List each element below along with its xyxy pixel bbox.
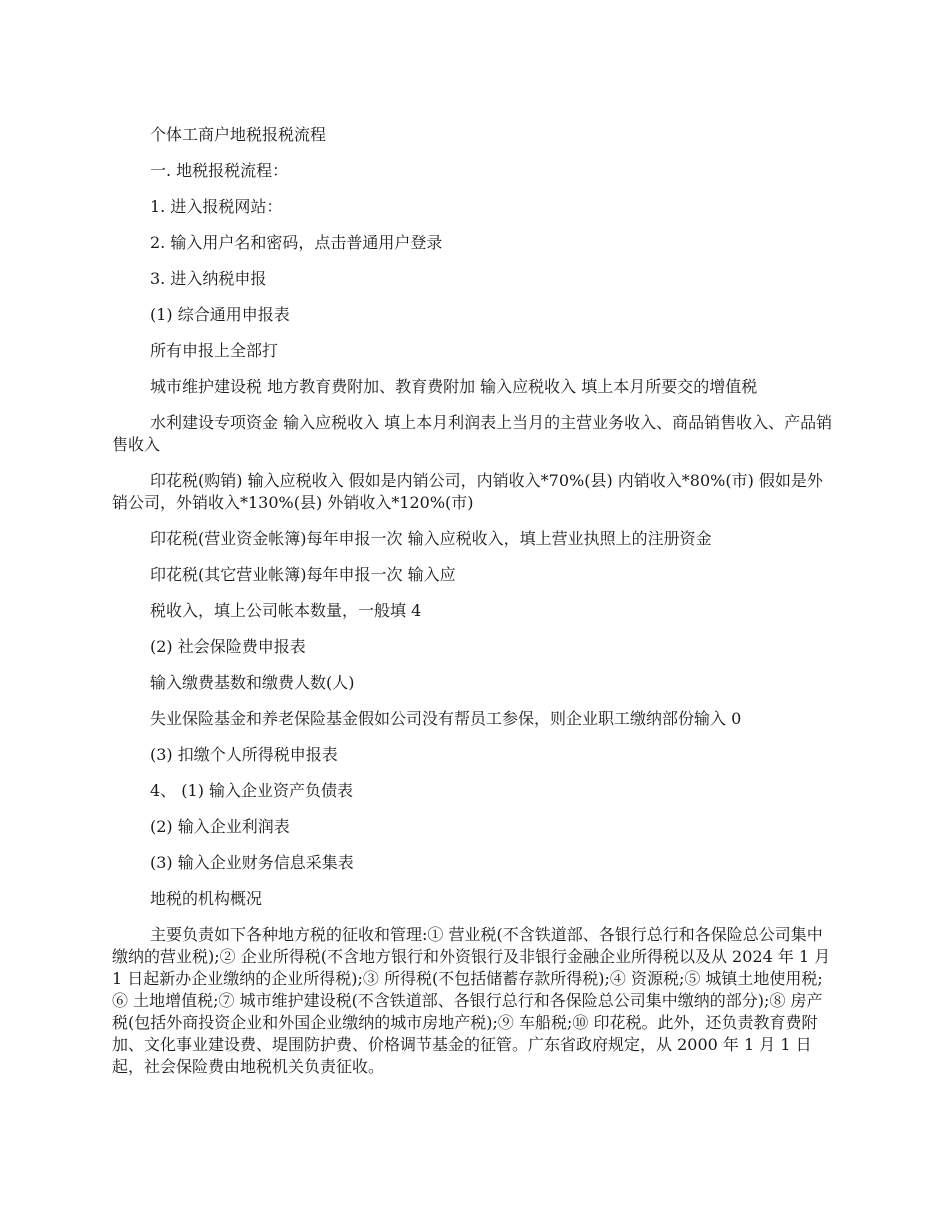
document-page [112,124,838,1092]
body-paragraph: 印花税(其它营业帐簿)每年申报一次 输入应 [150,565,456,584]
body-paragraph: 水利建设专项资金 输入应税收入 填上本月利润表上当月的主营业务收入、商品销售收入、产品销售收入 [112,413,833,454]
body-paragraph: 主要负责如下各种地方税的征收和管理:① 营业税(不含铁道部、各银行总行和各保险总公司集中缴纳的营业税);② 企业所得税(不含地方银行和外资银行及非银行金融企业所得税以及从 2024 年 1 月 1 日起新办企业缴纳的企业所得税);③ 所得税(不包括储蓄存款所得税);④ 资源税;⑤ 城镇土地使用税;⑥ 土地增值税;⑦ 城市维护建设税(不含铁道部、各银行总行和各保险总公司集中缴纳的部分);⑧ 房产税(包括外商投资企业和外国企业缴纳的城市房地产税);⑨ 车船税;⑩ 印花税。此外，还负责教育费附加、文化事业建设费、堤围防护费、价格调节基金的征管。广东省政府规定，从 2000 年 1 月 1 日起，社会保险费由地税机关负责征收。 [112,925,831,1076]
section-heading: 地税的机构概况 [150,889,263,908]
section-heading: 一. 地税报税流程： [150,161,289,180]
body-paragraph: 所有申报上全部打 [150,341,279,360]
body-paragraph: 印花税(购销) 输入应税收入 假如是内销公司，内销收入*70%(县) 内销收入*80%(市) 假如是外销公司，外销收入*130%(县) 外销收入*120%(市) [112,471,823,512]
sub-step-item: (2) 输入企业利润表 [150,817,290,836]
step-item: 4、 (1) 输入企业资产负债表 [150,781,354,800]
sub-step-item: (2) 社会保险费申报表 [150,637,306,656]
sub-step-item: (3) 输入企业财务信息采集表 [150,853,354,872]
document-title: 个体工商户地税报税流程 [150,125,327,144]
body-paragraph: 印花税(营业资金帐簿)每年申报一次 输入应税收入，填上营业执照上的注册资金 [150,529,712,548]
body-paragraph: 税收入，填上公司帐本数量，一般填 4 [150,601,422,620]
body-paragraph: 城市维护建设税 地方教育费附加、教育费附加 输入应税收入 填上本月所要交的增值税 [150,377,758,396]
body-paragraph: 失业保险基金和养老保险基金假如公司没有帮员工参保，则企业职工缴纳部份输入 0 [150,709,742,728]
sub-step-item: (3) 扣缴个人所得税申报表 [150,745,338,764]
step-item: 2. 输入用户名和密码，点击普通用户登录 [150,233,443,252]
step-item: 1. 进入报税网站： [150,197,283,216]
step-item: 3. 进入纳税申报 [150,269,267,288]
sub-step-item: (1) 综合通用申报表 [150,305,290,324]
body-paragraph: 输入缴费基数和缴费人数(人) [150,673,355,692]
